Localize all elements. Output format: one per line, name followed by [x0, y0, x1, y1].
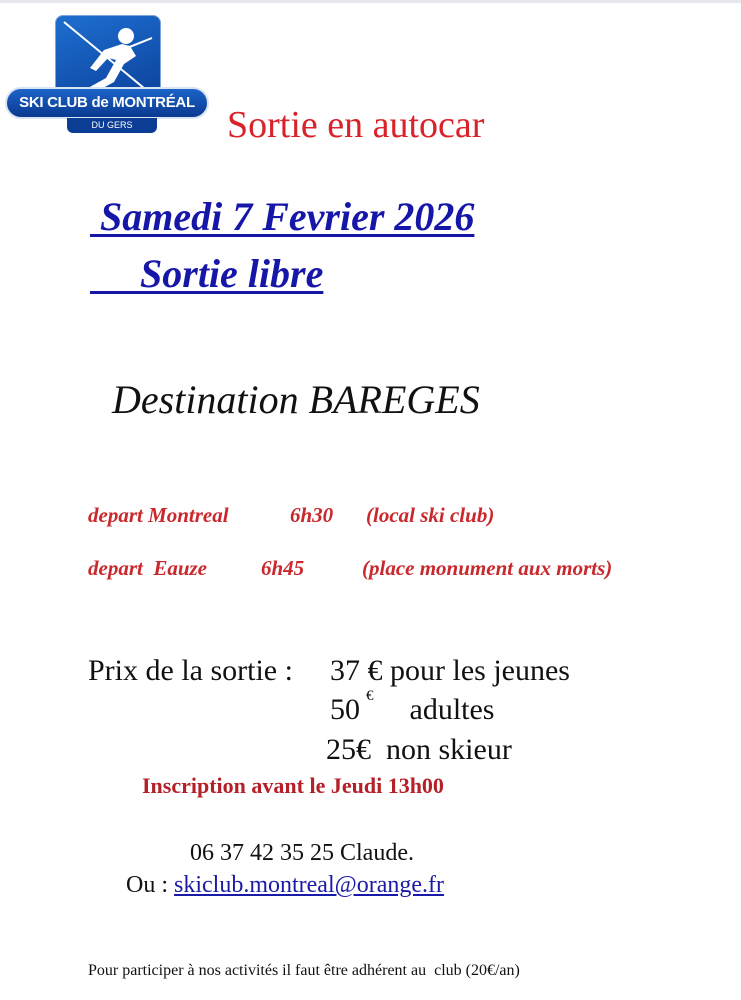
page-title: Sortie en autocar	[227, 104, 485, 146]
departure-label: depart Eauze	[88, 556, 208, 580]
departure-place: (local ski club)	[366, 503, 495, 527]
price-non-skier: 25€ non skieur	[326, 733, 512, 766]
price-adult-amount: 50	[330, 693, 360, 726]
price-adult-currency: €	[366, 688, 374, 704]
price-adult-label: adultes	[409, 693, 495, 726]
membership-note: Pour participer à nos activités il faut être adhérent au club (20€/an)	[88, 962, 520, 979]
event-date-text: Samedi 7 Fevrier 2026	[100, 194, 475, 239]
logo-subtitle: DU GERS	[67, 118, 157, 133]
price-label: Prix de la sortie :	[88, 654, 293, 687]
ski-club-logo	[5, 15, 211, 133]
event-date	[90, 193, 474, 240]
top-border	[0, 0, 741, 3]
departure-time: 6h30	[290, 503, 334, 527]
inscription-deadline: Inscription avant le Jeudi 13h00	[142, 773, 444, 798]
price-adult	[330, 688, 495, 727]
departure-time: 6h45	[261, 556, 305, 580]
departure-place: (place monument aux morts)	[362, 556, 613, 580]
destination: Destination BAREGES	[112, 377, 480, 422]
contact-email-line	[126, 872, 444, 899]
contact-email-link[interactable]: skiclub.montreal@orange.fr	[174, 872, 445, 898]
or-label: Ou :	[126, 872, 168, 898]
logo-club-name: SKI CLUB de MONTRÉAL	[5, 87, 209, 119]
event-type	[90, 250, 323, 297]
contact-phone: 06 37 42 35 25 Claude.	[190, 840, 414, 866]
departure-label: depart Montreal	[88, 503, 229, 527]
event-type-text: Sortie libre	[140, 251, 324, 296]
price-youth: 37 € pour les jeunes	[330, 654, 570, 687]
